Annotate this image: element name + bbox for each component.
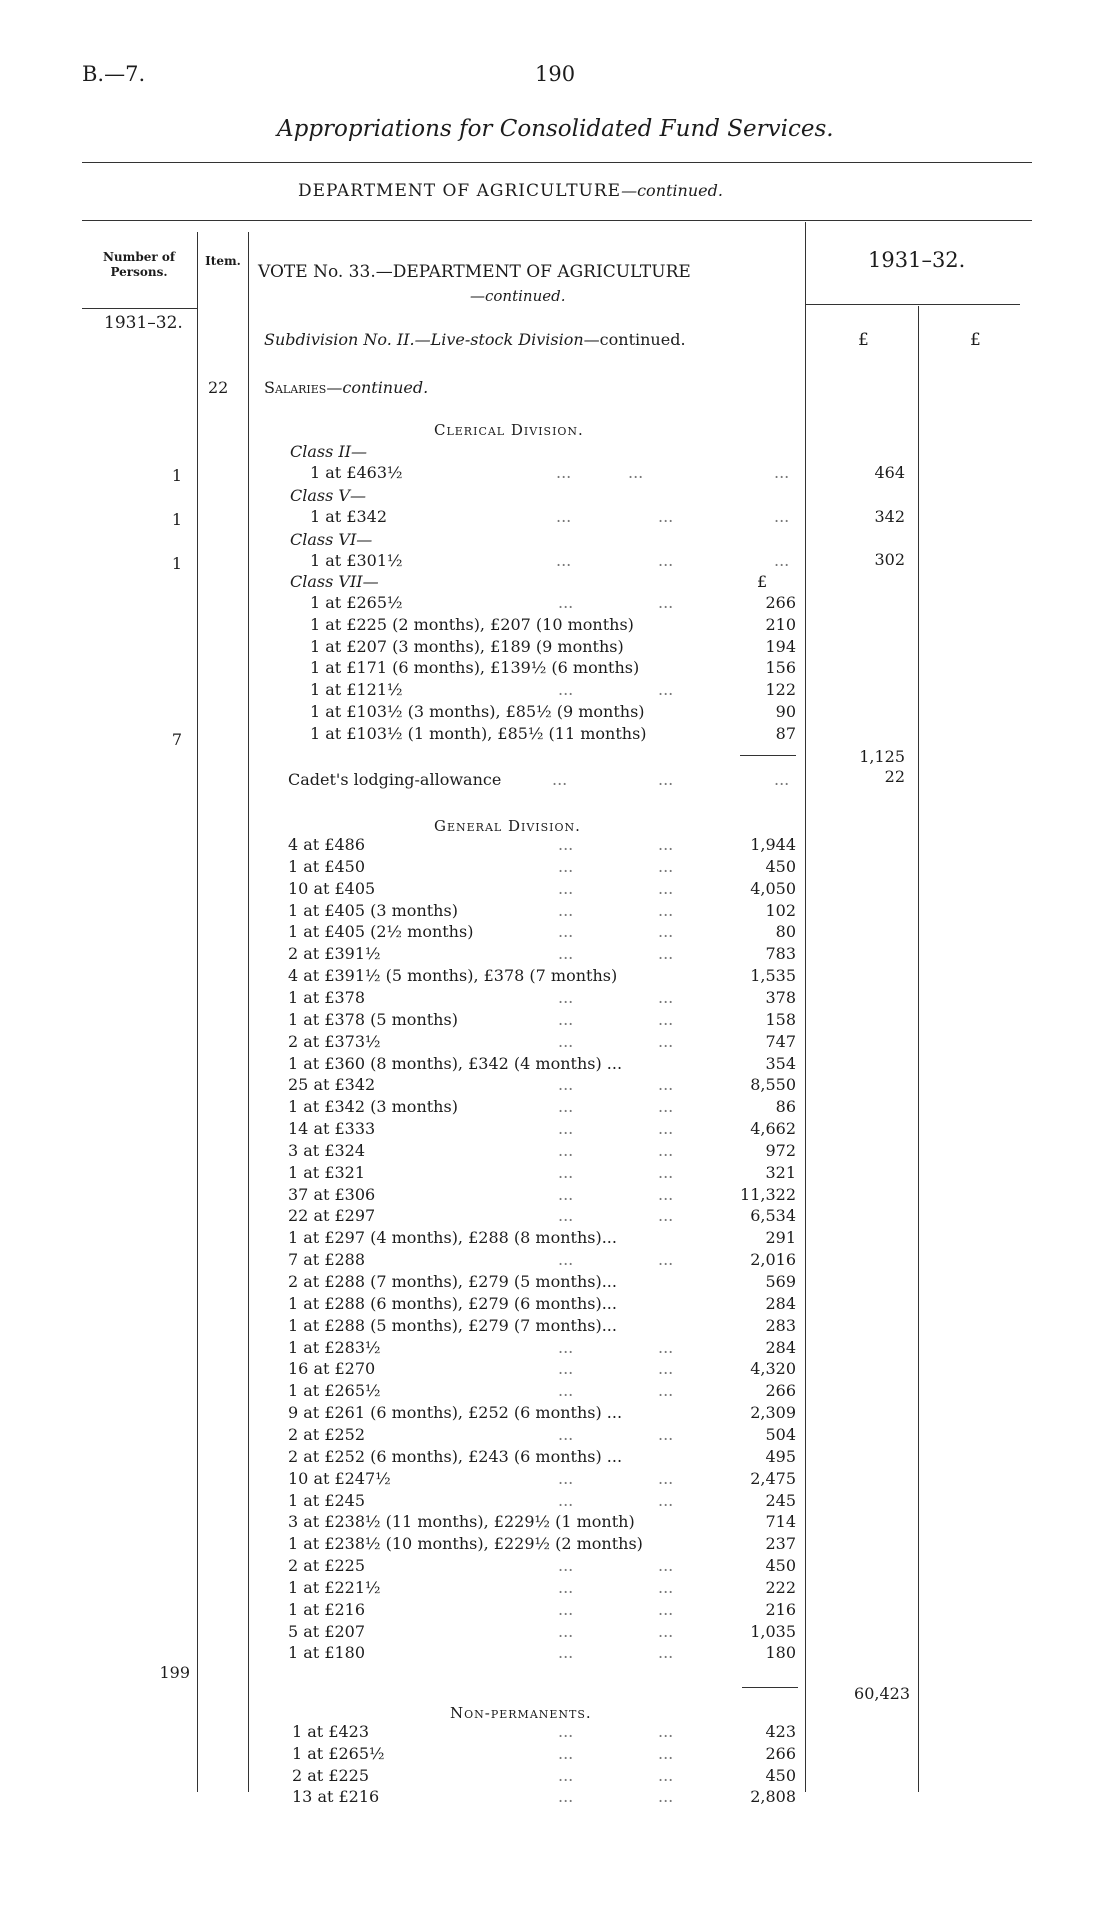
row-label: 1 at £265½ bbox=[292, 1743, 385, 1763]
page-title: Appropriations for Consolidated Fund Services. bbox=[277, 116, 834, 142]
row-label: 13 at £216 bbox=[292, 1787, 380, 1807]
leader-dots: ... bbox=[558, 1359, 574, 1379]
table-row bbox=[288, 1744, 796, 1764]
leader-dots: ... bbox=[558, 1468, 574, 1488]
class-amount: 342 bbox=[874, 507, 905, 526]
row-label: 1 at £283½ bbox=[288, 1337, 381, 1357]
leader-dots: ... bbox=[558, 680, 574, 700]
row-label: 16 at £270 bbox=[288, 1359, 376, 1379]
subdivision-label: Subdivision No. II.—Live-stock Division bbox=[264, 330, 584, 349]
leader-dots: ... bbox=[658, 922, 674, 942]
row-label: 4 at £486 bbox=[288, 835, 366, 854]
row-label: 10 at £247½ bbox=[288, 1468, 391, 1488]
column-divider-amounts bbox=[918, 306, 919, 1792]
leader-dots: ... bbox=[658, 1621, 674, 1641]
row-label: 1 at £288 (6 months), £279 (6 months)... bbox=[288, 1293, 617, 1313]
row-label: 22 at £297 bbox=[288, 1206, 376, 1226]
department-name: DEPARTMENT OF AGRICULTURE bbox=[298, 181, 622, 201]
leader-dots: ... bbox=[628, 463, 644, 482]
row-label: 1 at £321 bbox=[288, 1162, 366, 1182]
table-row bbox=[288, 1294, 796, 1314]
table-row bbox=[288, 1119, 796, 1139]
leader-dots: ... bbox=[658, 1097, 674, 1117]
row-amount: 266 bbox=[765, 1743, 796, 1763]
row-label: 3 at £324 bbox=[288, 1140, 366, 1160]
column-divider-item bbox=[248, 232, 249, 1792]
leader-dots: ... bbox=[658, 987, 674, 1007]
table-row bbox=[288, 1272, 796, 1292]
table-row bbox=[288, 724, 796, 744]
row-label: 2 at £252 bbox=[288, 1424, 366, 1444]
table-row bbox=[288, 615, 796, 635]
row-amount: 783 bbox=[765, 944, 796, 964]
table-row bbox=[288, 1381, 796, 1401]
list-item bbox=[288, 463, 796, 483]
document-reference: B.—7. bbox=[82, 62, 146, 86]
row-amount: 378 bbox=[765, 987, 796, 1007]
persons-count: 1 bbox=[171, 554, 182, 573]
table-row bbox=[288, 1534, 796, 1554]
list-item bbox=[288, 770, 796, 790]
table-row bbox=[288, 1185, 796, 1205]
leader-dots: ... bbox=[558, 1119, 574, 1139]
table-row bbox=[288, 1722, 796, 1742]
table-row bbox=[288, 1787, 796, 1807]
table-row bbox=[288, 944, 796, 964]
table-row bbox=[288, 835, 796, 855]
list-item bbox=[288, 551, 796, 571]
leader-dots: ... bbox=[658, 900, 674, 920]
row-amount: 156 bbox=[765, 658, 796, 678]
row-amount: 122 bbox=[765, 680, 796, 700]
class-heading: Class II— bbox=[290, 442, 368, 461]
vote-title-continued: —continued. bbox=[470, 287, 566, 305]
row-label: 2 at £225 bbox=[292, 1765, 370, 1785]
leader-dots: ... bbox=[558, 1250, 574, 1270]
class-amount: 464 bbox=[874, 463, 905, 482]
leader-dots: ... bbox=[558, 1577, 574, 1597]
table-row bbox=[288, 680, 796, 700]
leader-dots: ... bbox=[558, 1765, 574, 1785]
column-header-year: 1931–32. bbox=[868, 248, 966, 272]
leader-dots: ... bbox=[774, 551, 790, 570]
table-row bbox=[288, 1097, 796, 1117]
row-amount: 504 bbox=[765, 1424, 796, 1444]
row-amount: 1,944 bbox=[750, 835, 796, 854]
row-amount: 210 bbox=[765, 614, 796, 634]
leader-dots: ... bbox=[558, 1743, 574, 1763]
leader-dots: ... bbox=[658, 1250, 674, 1270]
table-row bbox=[288, 1556, 796, 1576]
table-row bbox=[288, 1403, 796, 1423]
leader-dots: ... bbox=[658, 1381, 674, 1401]
row-amount: 102 bbox=[765, 900, 796, 920]
leader-dots: ... bbox=[774, 463, 790, 482]
leader-dots: ... bbox=[658, 856, 674, 876]
leader-dots: ... bbox=[556, 463, 572, 482]
row-label: 3 at £238½ (11 months), £229½ (1 month) bbox=[288, 1512, 635, 1532]
leader-dots: ... bbox=[658, 1206, 674, 1226]
leader-dots: ... bbox=[658, 1556, 674, 1576]
row-amount: 354 bbox=[765, 1053, 796, 1073]
leader-dots: ... bbox=[658, 551, 674, 570]
general-division-title: General Division. bbox=[434, 817, 581, 835]
table-row bbox=[288, 702, 796, 722]
leader-dots: ... bbox=[558, 1140, 574, 1160]
leader-dots: ... bbox=[658, 1140, 674, 1160]
row-label: 1 at £288 (5 months), £279 (7 months)... bbox=[288, 1315, 617, 1335]
persons-count: 1 bbox=[171, 510, 182, 529]
leader-dots: ... bbox=[658, 1722, 674, 1741]
leader-dots: ... bbox=[556, 551, 572, 570]
table-row bbox=[288, 1600, 796, 1620]
row-label: 14 at £333 bbox=[288, 1119, 376, 1139]
persons-count: 7 bbox=[171, 730, 182, 749]
row-amount: 423 bbox=[765, 1722, 796, 1741]
row-label: 1 at £238½ (10 months), £229½ (2 months) bbox=[288, 1534, 643, 1554]
list-item bbox=[288, 507, 796, 527]
row-amount: 87 bbox=[775, 723, 796, 743]
leader-dots: ... bbox=[556, 507, 572, 526]
leader-dots: ... bbox=[558, 1424, 574, 1444]
subdivision-suffix: —continued. bbox=[583, 330, 686, 349]
subdivision-heading bbox=[264, 330, 686, 349]
row-label: 2 at £225 bbox=[288, 1556, 366, 1576]
leader-dots: ... bbox=[658, 1162, 674, 1182]
class-heading: Class VI— bbox=[290, 530, 373, 549]
row-label: 1 at £405 (3 months) bbox=[288, 900, 458, 920]
row-label: 2 at £288 (7 months), £279 (5 months)... bbox=[288, 1272, 617, 1291]
row-label: 10 at £405 bbox=[288, 878, 376, 898]
table-row bbox=[288, 1491, 796, 1511]
table-row bbox=[288, 1032, 796, 1052]
persons-year: 1931–32. bbox=[104, 313, 183, 333]
row-label: 1 at £405 (2½ months) bbox=[288, 922, 474, 942]
row-label: 7 at £288 bbox=[288, 1250, 366, 1270]
leader-dots: ... bbox=[658, 1359, 674, 1379]
row-amount: 216 bbox=[765, 1599, 796, 1619]
leader-dots: ... bbox=[658, 1643, 674, 1663]
row-amount: 194 bbox=[765, 636, 796, 656]
row-amount: 1,035 bbox=[750, 1621, 796, 1641]
row-amount: 450 bbox=[765, 856, 796, 876]
row-amount: 2,309 bbox=[750, 1403, 796, 1423]
leader-dots: ... bbox=[558, 1162, 574, 1182]
table-row bbox=[288, 1206, 796, 1226]
leader-dots: ... bbox=[658, 1184, 674, 1204]
row-amount: 266 bbox=[765, 1381, 796, 1401]
table-row bbox=[288, 1010, 796, 1030]
row-amount: 495 bbox=[765, 1446, 796, 1466]
leader-dots: ... bbox=[558, 1722, 574, 1741]
leader-dots: ... bbox=[558, 1621, 574, 1641]
persons-count: 199 bbox=[159, 1663, 190, 1682]
leader-dots: ... bbox=[658, 1009, 674, 1029]
leader-dots: ... bbox=[658, 507, 674, 526]
row-amount: 4,662 bbox=[750, 1119, 796, 1139]
leader-dots: ... bbox=[658, 593, 674, 612]
leader-dots: ... bbox=[558, 1643, 574, 1663]
leader-dots: ... bbox=[558, 1075, 574, 1095]
table-top-rule bbox=[82, 220, 1032, 221]
salaries-heading bbox=[264, 378, 428, 397]
leader-dots: ... bbox=[658, 878, 674, 898]
table-row bbox=[288, 658, 796, 678]
row-amount: 266 bbox=[765, 593, 796, 612]
column-divider-vote bbox=[805, 222, 806, 1792]
row-label: 1 at £103½ (3 months), £85½ (9 months) bbox=[310, 702, 645, 721]
subtotal-rule bbox=[742, 1687, 798, 1688]
leader-dots: ... bbox=[658, 680, 674, 700]
leader-dots: ... bbox=[658, 1599, 674, 1619]
row-amount: 222 bbox=[765, 1577, 796, 1597]
row-amount: 180 bbox=[765, 1643, 796, 1663]
row-label: 1 at £423 bbox=[292, 1722, 370, 1741]
row-label: 1 at £265½ bbox=[288, 1381, 381, 1401]
column-divider-persons bbox=[197, 232, 198, 1792]
cadet-allowance-amount: 22 bbox=[884, 767, 905, 786]
table-row bbox=[288, 1316, 796, 1336]
leader-dots: ... bbox=[552, 770, 568, 789]
leader-dots: ... bbox=[658, 770, 674, 789]
row-label: 1 at £225 (2 months), £207 (10 months) bbox=[310, 614, 634, 634]
table-row bbox=[288, 901, 796, 921]
table-row bbox=[288, 1359, 796, 1379]
row-label: 37 at £306 bbox=[288, 1184, 376, 1204]
leader-dots: ... bbox=[658, 1031, 674, 1051]
leader-dots: ... bbox=[558, 987, 574, 1007]
row-amount: 283 bbox=[765, 1315, 796, 1335]
table-row bbox=[288, 1578, 796, 1598]
leader-dots: ... bbox=[558, 1337, 574, 1357]
pound-symbol: £ bbox=[757, 572, 768, 591]
row-label: 5 at £207 bbox=[288, 1621, 366, 1641]
row-amount: 245 bbox=[765, 1490, 796, 1510]
leader-dots: ... bbox=[558, 593, 574, 612]
leader-dots: ... bbox=[558, 1184, 574, 1204]
leader-dots: ... bbox=[558, 1599, 574, 1619]
table-row bbox=[288, 1075, 796, 1095]
table-row bbox=[288, 1163, 796, 1183]
vote-title: VOTE No. 33.—DEPARTMENT OF AGRICULTURE bbox=[258, 262, 691, 282]
row-label: 1 at £463½ bbox=[310, 463, 403, 482]
leader-dots: ... bbox=[558, 944, 574, 964]
subtotal-rule bbox=[740, 755, 796, 756]
row-amount: 321 bbox=[765, 1162, 796, 1182]
non-permanents-title: Non-permanents. bbox=[450, 1704, 592, 1722]
table-row bbox=[288, 966, 796, 986]
leader-dots: ... bbox=[774, 770, 790, 789]
cadet-allowance-label: Cadet's lodging-allowance bbox=[288, 770, 502, 789]
table-row bbox=[288, 593, 796, 613]
row-amount: 6,534 bbox=[750, 1206, 796, 1226]
leader-dots: ... bbox=[558, 1490, 574, 1510]
year-header-rule bbox=[805, 304, 1020, 305]
leader-dots: ... bbox=[658, 1490, 674, 1510]
row-label: 1 at £301½ bbox=[310, 551, 403, 570]
column-header-item: Item. bbox=[205, 254, 241, 268]
row-amount: 569 bbox=[765, 1272, 796, 1291]
leader-dots: ... bbox=[658, 1765, 674, 1785]
leader-dots: ... bbox=[658, 1119, 674, 1139]
row-amount: 450 bbox=[765, 1765, 796, 1785]
table-row bbox=[288, 988, 796, 1008]
row-label: 1 at £171 (6 months), £139½ (6 months) bbox=[310, 658, 640, 678]
row-amount: 80 bbox=[775, 922, 796, 942]
salaries-label: Salaries bbox=[264, 378, 327, 397]
leader-dots: ... bbox=[658, 1337, 674, 1357]
table-row bbox=[288, 879, 796, 899]
row-amount: 4,050 bbox=[750, 878, 796, 898]
row-label: 1 at £103½ (1 month), £85½ (11 months) bbox=[310, 723, 647, 743]
table-row bbox=[288, 1141, 796, 1161]
salaries-suffix: —continued. bbox=[326, 378, 429, 397]
persons-count: 1 bbox=[171, 466, 182, 485]
leader-dots: ... bbox=[558, 1381, 574, 1401]
class-heading: Class V— bbox=[290, 486, 366, 505]
row-amount: 1,535 bbox=[750, 966, 796, 986]
row-amount: 237 bbox=[765, 1534, 796, 1554]
department-heading bbox=[298, 181, 723, 201]
table-row bbox=[288, 1512, 796, 1532]
table-row bbox=[288, 1643, 796, 1663]
leader-dots: ... bbox=[558, 1787, 574, 1807]
row-label: 1 at £245 bbox=[288, 1490, 366, 1510]
row-label: 1 at £121½ bbox=[310, 680, 403, 700]
row-amount: 2,808 bbox=[750, 1787, 796, 1807]
row-label: 1 at £378 bbox=[288, 987, 366, 1007]
row-amount: 158 bbox=[765, 1009, 796, 1029]
leader-dots: ... bbox=[658, 1743, 674, 1763]
persons-header-rule bbox=[82, 308, 198, 309]
row-amount: 86 bbox=[775, 1097, 796, 1117]
page-number: 190 bbox=[535, 62, 576, 86]
leader-dots: ... bbox=[558, 856, 574, 876]
row-label: 1 at £378 (5 months) bbox=[288, 1009, 458, 1029]
row-amount: 284 bbox=[765, 1293, 796, 1313]
currency-symbol-a: £ bbox=[858, 330, 869, 350]
table-row bbox=[288, 1766, 796, 1786]
row-label: 1 at £297 (4 months), £288 (8 months)... bbox=[288, 1228, 617, 1248]
table-row bbox=[288, 1250, 796, 1270]
row-amount: 90 bbox=[775, 702, 796, 721]
leader-dots: ... bbox=[658, 1787, 674, 1807]
row-label: 1 at £450 bbox=[288, 856, 366, 876]
row-amount: 2,475 bbox=[750, 1468, 796, 1488]
row-amount: 8,550 bbox=[750, 1075, 796, 1095]
leader-dots: ... bbox=[558, 1097, 574, 1117]
table-row bbox=[288, 1447, 796, 1467]
table-row bbox=[288, 857, 796, 877]
leader-dots: ... bbox=[658, 1424, 674, 1444]
row-amount: 291 bbox=[765, 1228, 796, 1248]
row-label: 1 at £180 bbox=[288, 1643, 366, 1663]
row-label: 1 at £221½ bbox=[288, 1577, 381, 1597]
leader-dots: ... bbox=[658, 944, 674, 964]
leader-dots: ... bbox=[658, 1577, 674, 1597]
item-number: 22 bbox=[208, 378, 229, 397]
row-amount: 972 bbox=[765, 1140, 796, 1160]
leader-dots: ... bbox=[558, 835, 574, 854]
row-label: 1 at £342 bbox=[310, 507, 388, 526]
row-label: 2 at £391½ bbox=[288, 944, 381, 964]
row-label: 1 at £360 (8 months), £342 (4 months) ... bbox=[288, 1053, 623, 1073]
row-label: 4 at £391½ (5 months), £378 (7 months) bbox=[288, 966, 618, 986]
class-heading: Class VII— bbox=[290, 572, 379, 591]
department-suffix: —continued. bbox=[621, 181, 723, 200]
leader-dots: ... bbox=[558, 1031, 574, 1051]
leader-dots: ... bbox=[558, 1009, 574, 1029]
row-amount: 2,016 bbox=[750, 1250, 796, 1270]
leader-dots: ... bbox=[658, 1075, 674, 1095]
row-label: 1 at £342 (3 months) bbox=[288, 1097, 458, 1117]
row-label: 1 at £216 bbox=[288, 1599, 366, 1619]
leader-dots: ... bbox=[658, 835, 674, 854]
table-row bbox=[288, 1228, 796, 1248]
leader-dots: ... bbox=[558, 1206, 574, 1226]
currency-symbol-b: £ bbox=[970, 330, 981, 350]
leader-dots: ... bbox=[558, 922, 574, 942]
table-row bbox=[288, 1425, 796, 1445]
row-amount: 284 bbox=[765, 1337, 796, 1357]
row-label: 25 at £342 bbox=[288, 1075, 376, 1095]
general-division-total: 60,423 bbox=[854, 1684, 910, 1703]
row-amount: 4,320 bbox=[750, 1359, 796, 1379]
row-label: 1 at £265½ bbox=[310, 593, 403, 612]
leader-dots: ... bbox=[658, 1468, 674, 1488]
class-amount: 302 bbox=[874, 550, 905, 569]
row-label: 1 at £207 (3 months), £189 (9 months) bbox=[310, 636, 624, 656]
row-amount: 11,322 bbox=[740, 1184, 796, 1204]
row-amount: 450 bbox=[765, 1556, 796, 1576]
row-label: 9 at £261 (6 months), £252 (6 months) ... bbox=[288, 1403, 623, 1423]
leader-dots: ... bbox=[558, 878, 574, 898]
table-row bbox=[288, 637, 796, 657]
table-row bbox=[288, 922, 796, 942]
row-label: 2 at £373½ bbox=[288, 1031, 381, 1051]
title-rule bbox=[82, 162, 1032, 163]
row-amount: 747 bbox=[765, 1031, 796, 1051]
table-row bbox=[288, 1469, 796, 1489]
class-vii-total: 1,125 bbox=[859, 747, 905, 766]
column-header-persons: Number of Persons. bbox=[102, 250, 176, 279]
leader-dots: ... bbox=[558, 1556, 574, 1576]
row-amount: 714 bbox=[765, 1512, 796, 1532]
row-label: 2 at £252 (6 months), £243 (6 months) ... bbox=[288, 1446, 623, 1466]
leader-dots: ... bbox=[558, 900, 574, 920]
leader-dots: ... bbox=[774, 507, 790, 526]
table-row bbox=[288, 1338, 796, 1358]
clerical-division-title: Clerical Division. bbox=[434, 421, 584, 439]
table-row bbox=[288, 1622, 796, 1642]
table-row bbox=[288, 1054, 796, 1074]
